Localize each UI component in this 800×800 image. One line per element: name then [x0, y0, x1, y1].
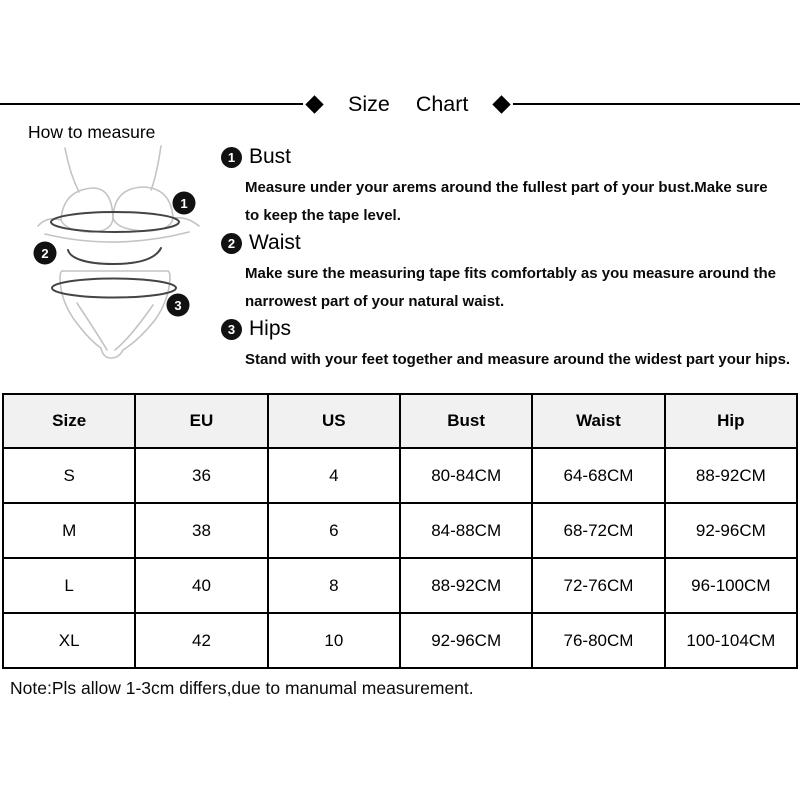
- step-description-line: Make sure the measuring tape fits comfortably as you measure around the: [245, 265, 776, 282]
- cell-size: L: [3, 558, 135, 613]
- step-description-line: to keep the tape level.: [245, 206, 401, 224]
- step-description-line: Stand with your feet together and measure around the widest part your hips.: [245, 351, 791, 368]
- measure-step-waist: [221, 231, 800, 315]
- header-cell-bust: Bust: [400, 394, 532, 448]
- diamond-icon-left: [305, 95, 323, 113]
- cell-waist: 72-76CM: [532, 558, 664, 613]
- header-cell-us: US: [268, 394, 400, 448]
- cell-bust: 92-96CM: [400, 613, 532, 668]
- cell-us: 6: [268, 503, 400, 558]
- hip-tape-line: [52, 279, 176, 298]
- step-heading: [221, 145, 800, 169]
- step-description: [245, 346, 800, 374]
- cell-size: XL: [3, 613, 135, 668]
- cell-waist: 68-72CM: [532, 503, 664, 558]
- cell-bust: 88-92CM: [400, 558, 532, 613]
- waist-badge: [34, 242, 57, 265]
- how-to-measure-heading: How to measure: [28, 122, 156, 142]
- step-number-badge: 2: [221, 233, 242, 254]
- cell-waist: 76-80CM: [532, 613, 664, 668]
- table-row-l: [3, 558, 797, 613]
- size-table-header-row: [3, 394, 797, 448]
- measurement-illustration: [15, 138, 225, 383]
- cell-bust: 80-84CM: [400, 448, 532, 503]
- cell-hip: 92-96CM: [665, 503, 797, 558]
- table-row-s: [3, 448, 797, 503]
- cell-us: 10: [268, 613, 400, 668]
- diamond-icon-right: [493, 95, 511, 113]
- svg-text:2: 2: [41, 246, 49, 261]
- cell-eu: 38: [135, 503, 267, 558]
- cell-us: 8: [268, 558, 400, 613]
- cell-hip: 96-100CM: [665, 558, 797, 613]
- svg-text:1: 1: [180, 196, 188, 211]
- measure-step-bust: [221, 145, 800, 229]
- step-heading: [221, 317, 800, 341]
- header-cell-waist: Waist: [532, 394, 664, 448]
- title-divider-row: [0, 92, 800, 116]
- divider-line-right: [513, 103, 800, 105]
- step-description-line: narrowest part of your natural waist.: [245, 292, 505, 310]
- cell-hip: 100-104CM: [665, 613, 797, 668]
- cell-size: S: [3, 448, 135, 503]
- step-name: Bust: [249, 145, 292, 168]
- table-row-m: [3, 503, 797, 558]
- step-description: [245, 174, 800, 229]
- cell-waist: 64-68CM: [532, 448, 664, 503]
- step-heading: [221, 231, 800, 255]
- header-cell-hip: Hip: [665, 394, 797, 448]
- title-word-chart: Chart: [415, 91, 469, 116]
- waist-tape-line: [68, 248, 161, 264]
- page-title: [348, 92, 468, 117]
- svg-text:3: 3: [174, 298, 182, 313]
- bikini-bottom-drawing: [60, 271, 170, 358]
- bust-badge: [173, 192, 196, 215]
- table-row-xl: [3, 613, 797, 668]
- header-cell-size: Size: [3, 394, 135, 448]
- cell-size: M: [3, 503, 135, 558]
- cell-eu: 40: [135, 558, 267, 613]
- cell-eu: 42: [135, 613, 267, 668]
- size-table: [2, 393, 798, 669]
- step-number-badge: 1: [221, 147, 242, 168]
- step-name: Waist: [249, 231, 301, 254]
- note-text: Note:Pls allow 1-3cm differs,due to manumal measurement.: [10, 678, 474, 698]
- divider-line-left: [0, 103, 303, 105]
- header-cell-eu: EU: [135, 394, 267, 448]
- cell-bust: 84-88CM: [400, 503, 532, 558]
- measure-step-hips: [221, 317, 800, 374]
- cell-hip: 88-92CM: [665, 448, 797, 503]
- cell-eu: 36: [135, 448, 267, 503]
- cell-us: 4: [268, 448, 400, 503]
- step-description: [245, 260, 800, 315]
- step-number-badge: 3: [221, 319, 242, 340]
- hips-badge: [167, 294, 190, 317]
- step-description-line: Measure under your arems around the fullest part of your bust.Make sure: [245, 179, 768, 196]
- title-word-size: Size: [348, 91, 390, 116]
- step-name: Hips: [249, 317, 292, 340]
